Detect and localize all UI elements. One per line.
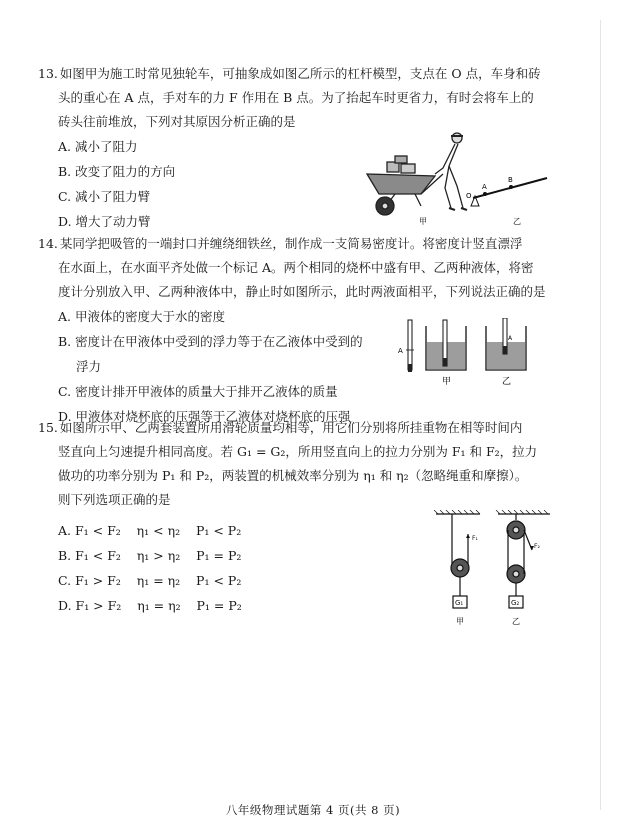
question-stem-line: 则下列选项正确的是 xyxy=(58,492,171,507)
option-a[interactable]: A. F₁ < F₂ η₁ < η₂ P₁ < P₂ xyxy=(58,523,242,538)
worker-illustration xyxy=(435,133,467,210)
figure-label-yi: 乙 xyxy=(513,217,521,226)
page-edge-line xyxy=(600,20,601,810)
question-stem-line: 砖头往前堆放，下列对其原因分析正确的是 xyxy=(58,114,296,129)
beaker-yi xyxy=(486,318,526,370)
point-b-label: B xyxy=(508,176,513,184)
pulley-set-jia xyxy=(451,514,478,608)
question-stem-line: 做功的功率分别为 P₁ 和 P₂，两装置的机械效率分别为 η₁ 和 η₂（忽略绳重和摩擦）。 xyxy=(58,468,528,483)
option-b-continued: 浮力 xyxy=(76,359,102,374)
question-stem-line: 头的重心在 A 点，手对车的力 F 作用在 B 点。为了抬起车时更省力，有时会将车上的 xyxy=(58,90,534,105)
mark-a-label-yi: A xyxy=(508,335,513,342)
pulley-figure xyxy=(430,510,560,630)
mark-a-label: A xyxy=(398,347,403,355)
question-stem-line: 在水面上，在水面平齐处做一个标记 A。两个相同的烧杯中盛有甲、乙两种液体，将密 xyxy=(58,260,534,275)
figure-label-yi: 乙 xyxy=(502,377,512,387)
page-footer: 八年级物理试题第 4 页(共 8 页) xyxy=(225,803,401,817)
figure-label-yi: 乙 xyxy=(512,617,520,626)
point-o-label: O xyxy=(466,192,472,200)
option-d[interactable]: D. 增大了动力臂 xyxy=(58,214,151,229)
question-stem: 14. 某同学把吸管的一端封口并缠绕细铁丝，制作成一支简易密度计。将密度计竖直漂浮 xyxy=(38,236,523,251)
lever-model xyxy=(466,176,547,206)
question-stem: 15. 如图所示甲、乙两套装置所用滑轮质量均相等，用它们分别将所挂重物在相等时间内 xyxy=(38,420,523,435)
figure-label-jia: 甲 xyxy=(456,617,464,626)
option-a[interactable]: A. 甲液体的密度大于水的密度 xyxy=(58,309,225,324)
option-b[interactable]: B. 改变了阻力的方向 xyxy=(58,164,176,179)
question-stem-line: 度计分别放入甲、乙两种液体中，静止时如图所示，此时两液面相平，下列说法正确的是 xyxy=(58,284,546,299)
wheelbarrow-figure xyxy=(365,128,565,228)
option-b[interactable]: B. 密度计在甲液体中受到的浮力等于在乙液体中受到的 xyxy=(58,334,363,349)
g1-label: G₁ xyxy=(455,599,464,607)
option-c[interactable]: C. 减小了阻力臂 xyxy=(58,189,151,204)
f1-label: F₁ xyxy=(472,535,478,542)
pulley-set-yi xyxy=(507,514,540,608)
figure-label-jia: 甲 xyxy=(419,217,427,226)
option-c[interactable]: C. F₁ > F₂ η₁ = η₂ P₁ < P₂ xyxy=(58,573,242,588)
option-c[interactable]: C. 密度计排开甲液体的质量大于排开乙液体的质量 xyxy=(58,384,338,399)
figure-label-jia: 甲 xyxy=(442,377,452,387)
point-a-label: A xyxy=(482,183,487,191)
f2-label: F₂ xyxy=(534,543,540,550)
option-d[interactable]: D. F₁ > F₂ η₁ = η₂ P₁ = P₂ xyxy=(58,598,242,613)
densimeter-standalone xyxy=(398,320,414,372)
question-stem: 13. 如图甲为施工时常见独轮车，可抽象成如图乙所示的杠杆模型，支点在 O 点，车身和砖 xyxy=(38,66,541,81)
ceiling-supports xyxy=(434,510,550,514)
option-d[interactable]: D. 甲液体对烧杯底的压强等于乙液体对烧杯底的压强 xyxy=(58,409,351,424)
wheelbarrow-illustration xyxy=(367,156,443,215)
question-stem-line: 竖直向上匀速提升相同高度。若 G₁ = G₂，所用竖直向上的拉力分别为 F₁ 和 F₂，拉力 xyxy=(58,444,538,459)
g2-label: G₂ xyxy=(511,599,520,607)
option-a[interactable]: A. 减小了阻力 xyxy=(58,139,138,154)
beaker-jia xyxy=(426,320,466,370)
densimeter-figure xyxy=(396,318,556,390)
option-b[interactable]: B. F₁ < F₂ η₁ > η₂ P₁ = P₂ xyxy=(58,548,242,563)
